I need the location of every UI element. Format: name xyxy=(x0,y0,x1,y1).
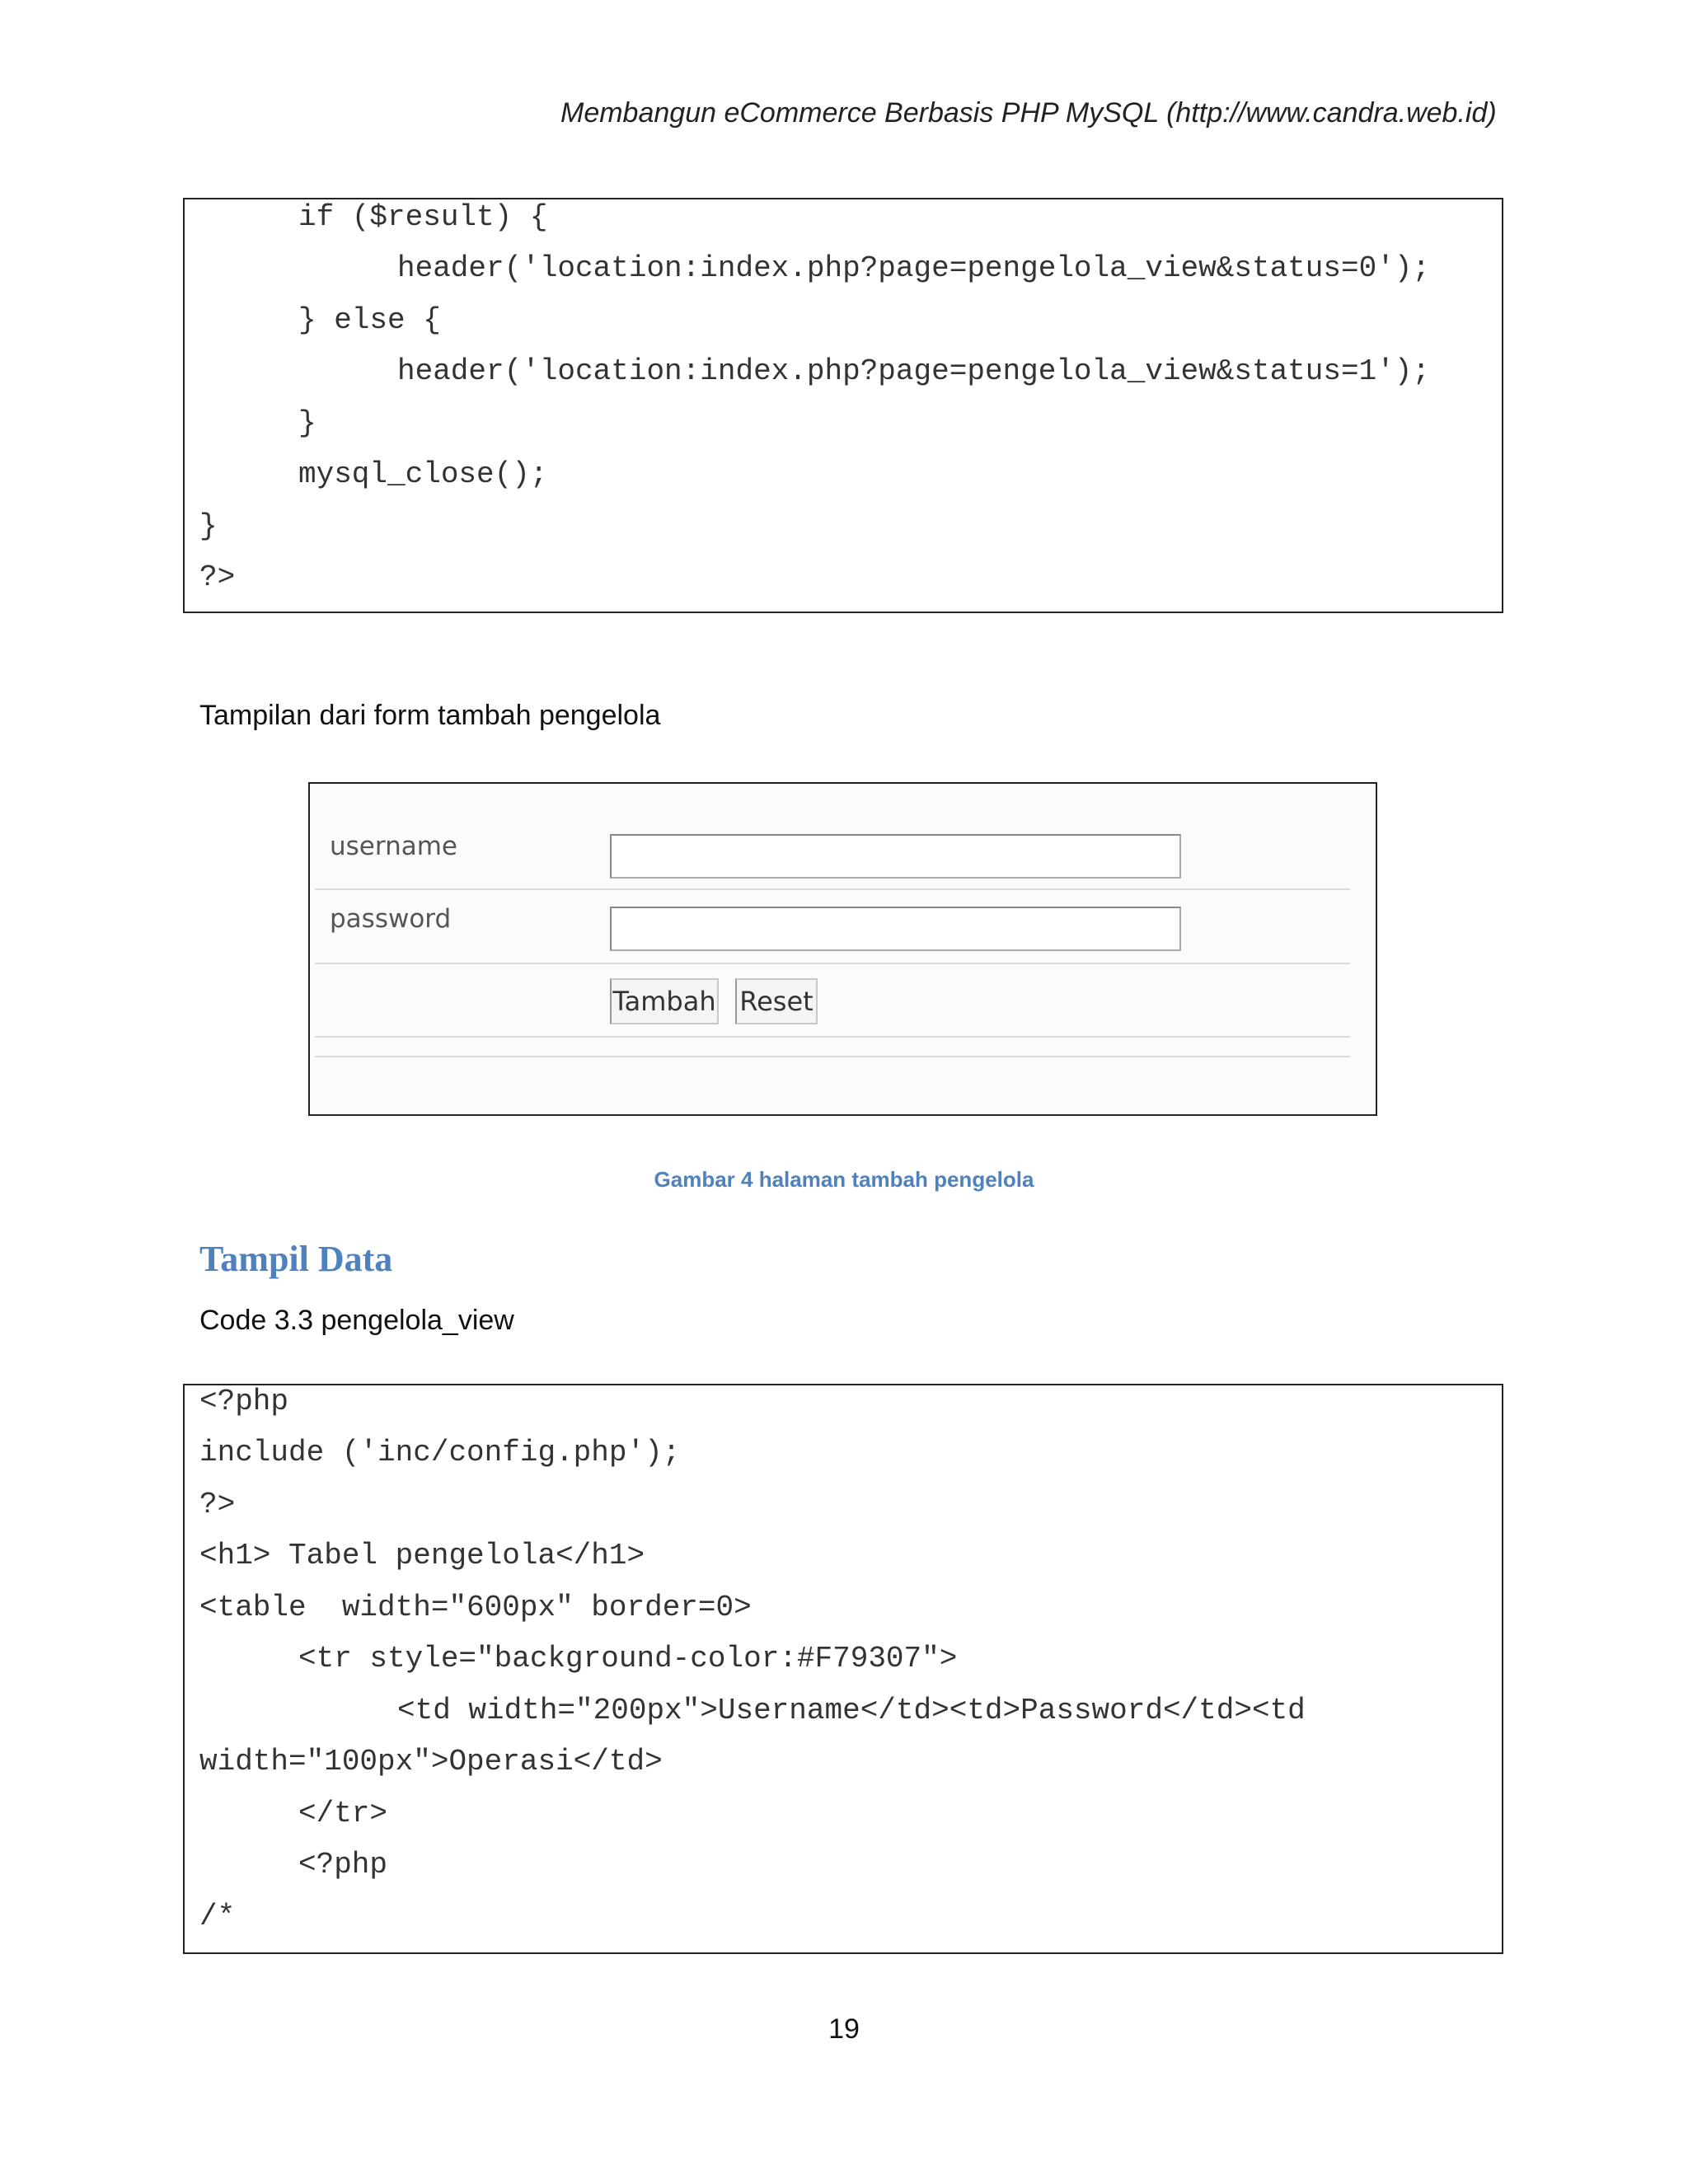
code-line: <td width="200px">Username</td><td>Password</td><td xyxy=(397,1694,1306,1727)
code-line: width="100px">Operasi</td> xyxy=(199,1745,663,1779)
code-line: /* xyxy=(199,1900,236,1933)
code-line: <h1> Tabel pengelola</h1> xyxy=(199,1539,645,1572)
code-line: mysql_close(); xyxy=(298,457,548,491)
intro-paragraph: Tampilan dari form tambah pengelola xyxy=(199,700,661,731)
reset-button[interactable]: Reset xyxy=(735,978,818,1024)
code-title: Code 3.3 pengelola_view xyxy=(199,1305,514,1336)
row-divider xyxy=(315,1036,1350,1038)
username-label: username xyxy=(330,832,457,861)
page-number: 19 xyxy=(828,2013,860,2045)
code-line: } xyxy=(199,509,218,543)
code-line: </tr> xyxy=(298,1797,388,1830)
code-line: } else { xyxy=(298,303,441,337)
code-line: <?php xyxy=(199,1385,289,1418)
code-line: header('location:index.php?page=pengelola_view&status=0'); xyxy=(397,251,1431,285)
figure-caption: Gambar 4 halaman tambah pengelola xyxy=(654,1167,1034,1192)
form-screenshot-figure xyxy=(308,782,1377,1116)
code-line: ?> xyxy=(199,1488,236,1521)
code-line: <?php xyxy=(298,1848,388,1882)
tambah-button[interactable]: Tambah xyxy=(610,978,719,1024)
row-divider xyxy=(315,888,1350,890)
password-label: password xyxy=(330,904,452,934)
code-line: if ($result) { xyxy=(298,200,548,234)
code-line: } xyxy=(298,406,316,440)
code-block-2 xyxy=(183,1384,1503,1954)
code-line: <table width="600px" border=0> xyxy=(199,1591,752,1624)
section-heading: Tampil Data xyxy=(199,1239,393,1279)
code-block-1 xyxy=(183,198,1503,613)
running-header: Membangun eCommerce Berbasis PHP MySQL (http://www.candra.web.id) xyxy=(560,97,1497,129)
password-input[interactable] xyxy=(610,907,1181,951)
code-line: ?> xyxy=(199,560,236,594)
username-input[interactable] xyxy=(610,834,1181,879)
code-line: include ('inc/config.php'); xyxy=(199,1436,681,1469)
row-divider xyxy=(315,1056,1350,1057)
code-line: header('location:index.php?page=pengelola_view&status=1'); xyxy=(397,354,1431,388)
code-line: <tr style="background-color:#F79307"> xyxy=(298,1642,958,1675)
row-divider xyxy=(315,963,1350,964)
